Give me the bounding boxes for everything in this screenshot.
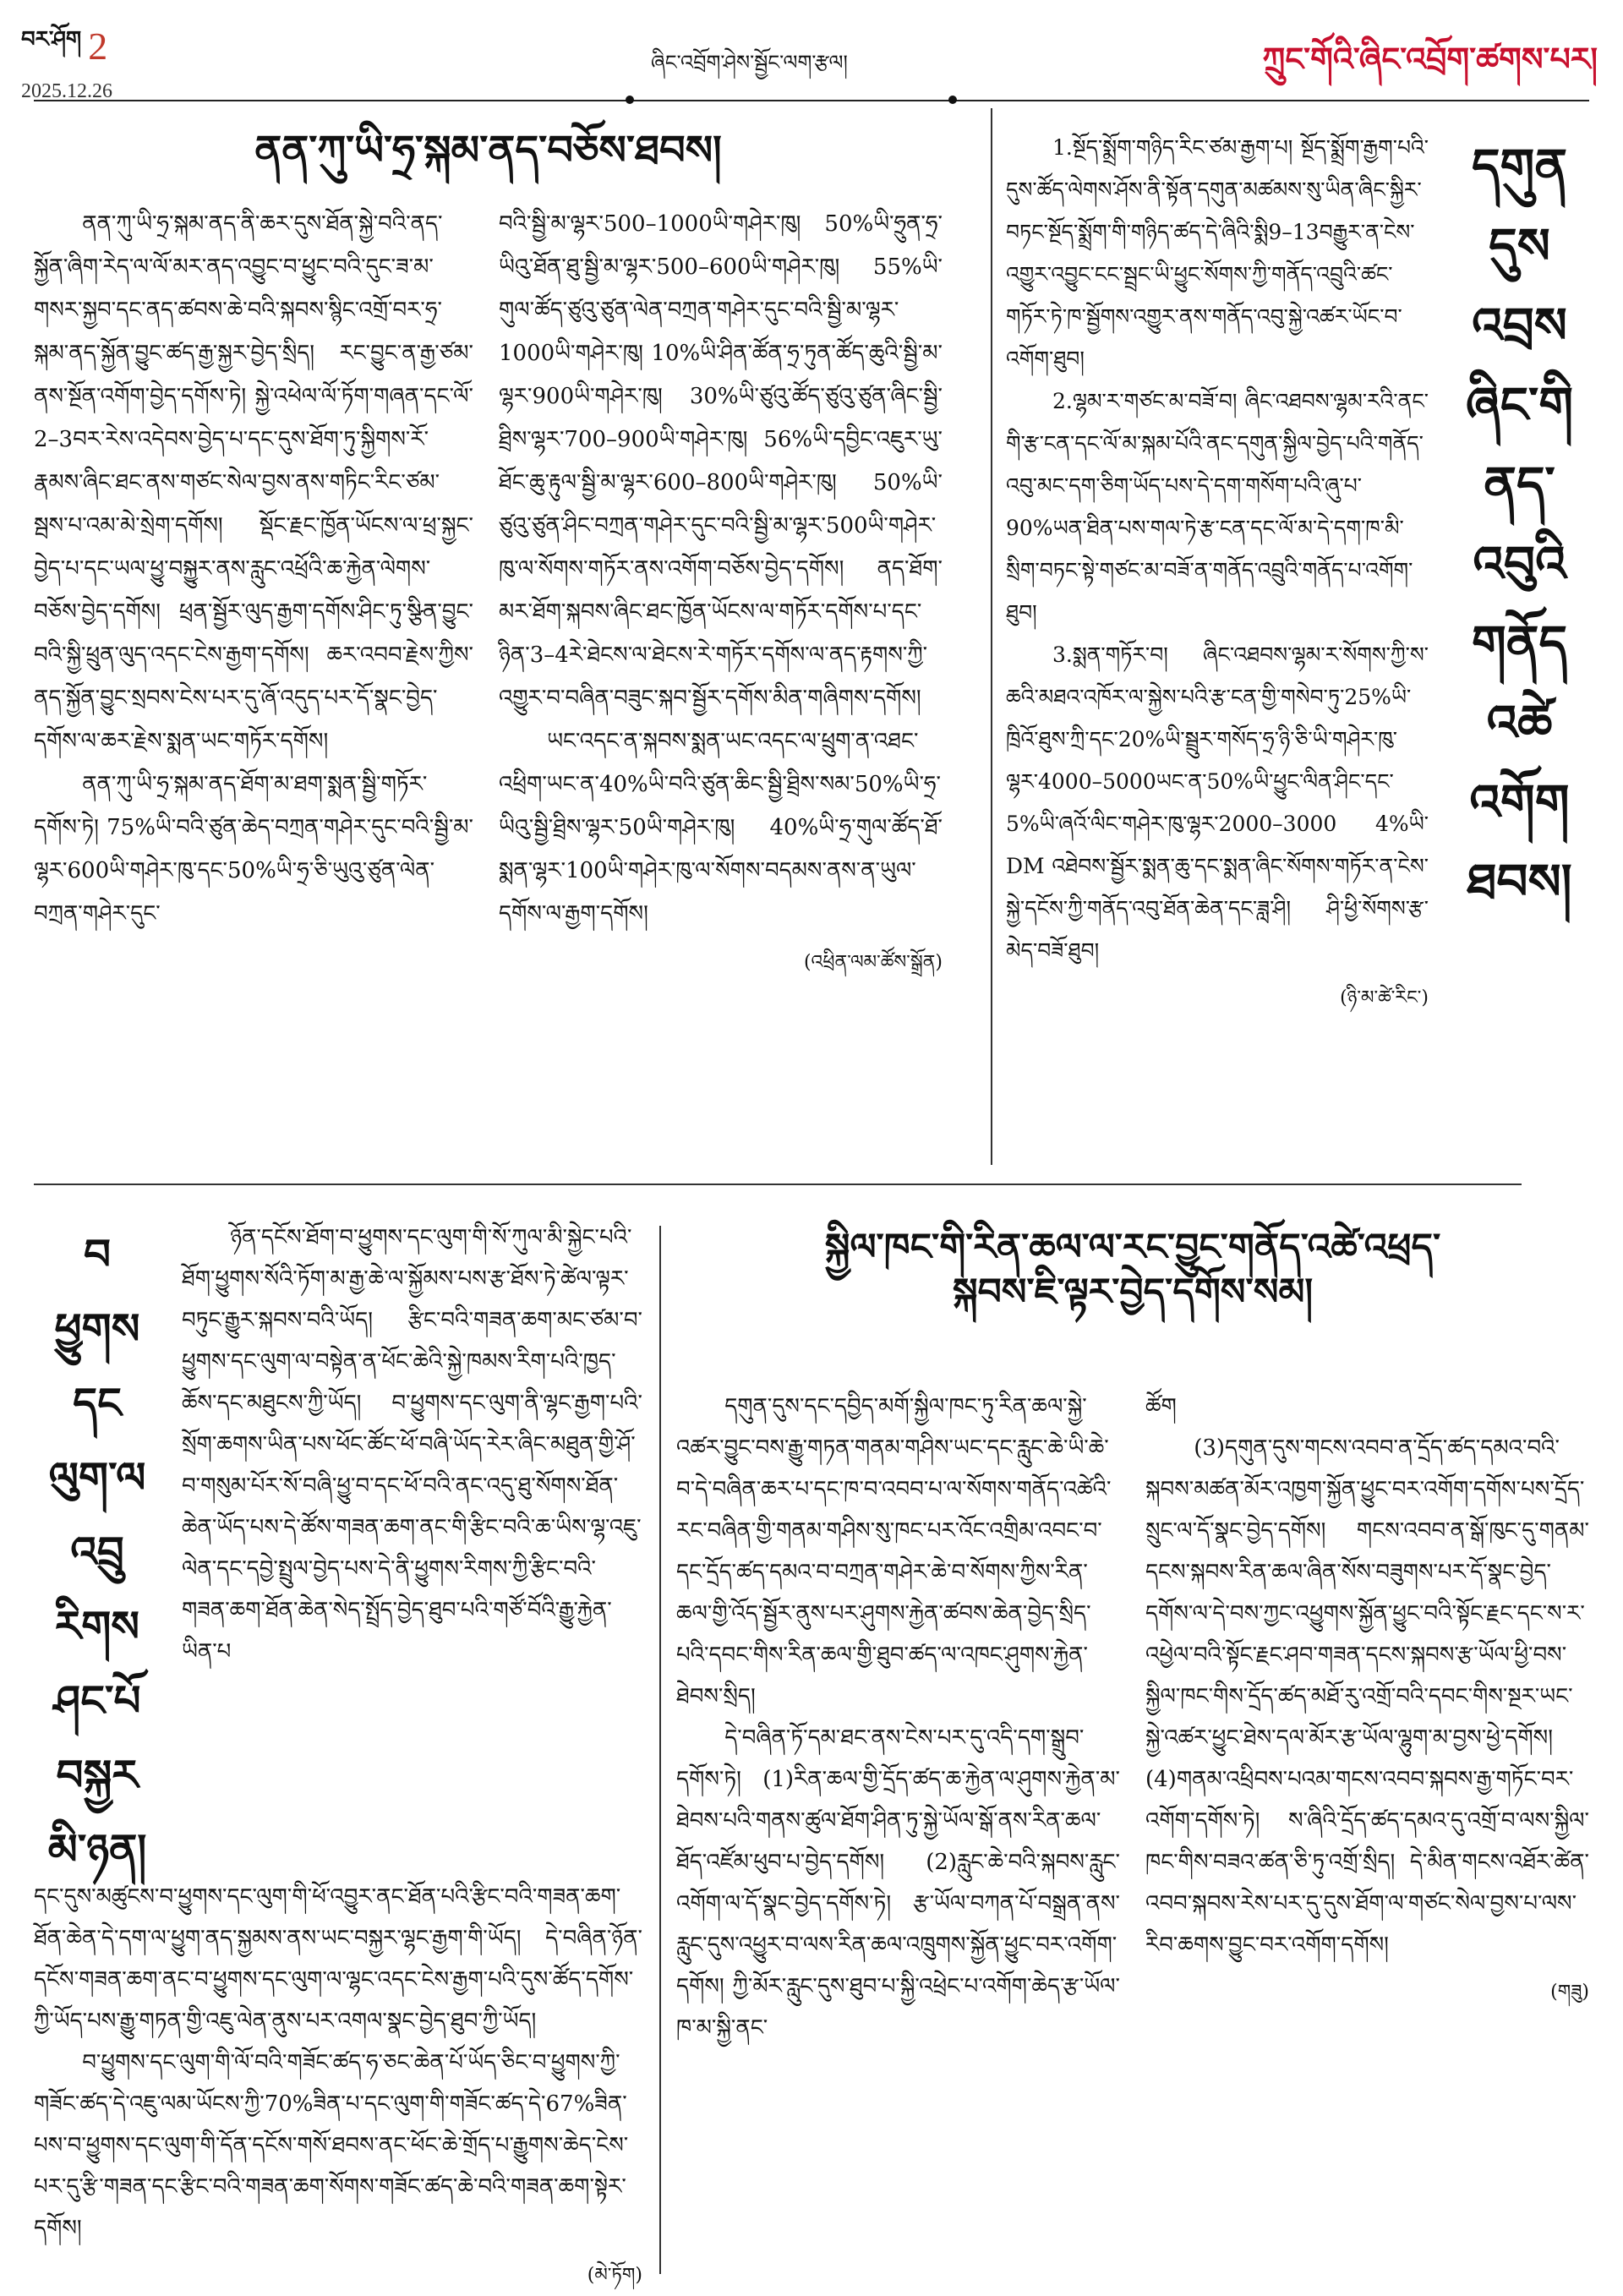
column-divider xyxy=(991,108,992,1165)
paragraph: (3)དགུན་དུས་གངས་འབབ་ན་དྲོད་ཚད་དམའ་བའི་སྐབས་མཚན་མོར་འཁྱག་སྐྱོན་ཕྱུང་བར་འགོག་དགོས་པས་དྲོད་སྲུང་ལ་དོ་སྣང་བྱེད་དགོས། གངས་འབབ་ན་སྒོ་ཁུང་དུ་གནམ་དངས་སྐབས་རིན་ཆལ་ཞིན་སོས་བཟུགས་པར་དོ་སྣང་བྱེད་དགོས་ལ་དེ་བས་ཀྱང་འཕྱུགས་སྐྱོན་ཕྱུང་བའི་སྟོང་རྗང་དང་ས་ར་འཕྱེལ་བའི་སྟོང་རྗང་ཤབ་གཟན་དངས་སྐབས་རྩ་ཡོལ་ཕྱི་བས་སྐྱིལ་ཁང་གིས་དྲོད་ཚད་མཐོ་རུ་འགྲོ་བའི་དབང་གིས་སྔར་ཡང་སྐྱེ་འཚར་ཕྱུང་ཐེས་དལ་མོར་རྩ་ཡོལ་ལྷུག་མ་བྱས་ཕྱེ་དགོས། (4)གནམ་འཕྲིབས་པའམ་གངས་འབབ་སྐབས་རྒྱ་གཏོང་བར་འགོག་དགོས་ཏེ། ས་ཞིའི་དྲོད་ཚད་དམའ་དུ་འགྲོ་བ་ལས་སྐྱིལ་ཁང་གིས་བཟའ་ཚན་ཅི་ཏུ་འགྲོ་སྲིད། དེ་མིན་གངས་འཐོར་ཚེན་འབབ་སྐབས་རེས་པར་དུ་དུས་ཐོག་ལ་གཙང་སེལ་བྱས་པ་ལས་རིབ་ཆགས་བྱུང་བར་འགོག་དགོས། xyxy=(1145,1435,1589,1958)
title-line: བ xyxy=(83,1229,112,1279)
section-divider xyxy=(34,1184,1522,1185)
title-line: ཐབས། xyxy=(1467,853,1572,910)
title-line: འབྲས xyxy=(1472,297,1567,354)
article3-col-top xyxy=(182,1217,642,1673)
title-line: འབྲུ xyxy=(70,1527,124,1577)
paragraph: དེ་བཞིན་ཏོ་དམ་ཐང་ནས་ངེས་པར་དུ་འདི་དག་སྒྲུབ་དགོས་ཏེ། (1)རིན་ཆལ་གྱི་དྲོད་ཚད་ཆ་རྐྱེན་ལ་ཤུགས་རྐྱེན་མ་ཐེབས་པའི་གནས་ཚུལ་ཐོག་ཤིན་ཏུ་སྐྱེ་ཡོལ་སྒོ་ནས་རིན་ཆལ་ཐོད་འཛོམ་ཕུབ་པ་བྱེད་དགོས། (2)རླུང་ཆེ་བའི་སྐབས་རླུང་འགོག་ལ་དོ་སྣང་བྱེད་དགོས་ཏེ། རྩ་ཡོལ་བཀན་པོ་བསྒྲན་ནས་རླུང་དུས་འཕྱུར་བ་ལས་རིན་ཆལ་འཁྲུགས་སྐྱོན་ཕྱུང་བར་འགོག་དགོས། ཀྱི་མོར་རླུང་དུས་ཐུབ་པ་སྐྱི་འཕྲེང་པ་འགོག་ཆེད་རྩ་ཡོལ་ཁ་མ་སྐྱི་ནང་ xyxy=(676,1725,1120,2041)
title-line: སྐབས་ཇི་ལྟར་བྱེད་དགོས་སམ། xyxy=(952,1270,1314,1314)
title-line: དུས xyxy=(1489,217,1550,275)
article4-col2 xyxy=(1145,1386,1589,2013)
title-line: དང xyxy=(73,1378,122,1428)
title-line: བསྐྱར xyxy=(56,1750,139,1800)
article2-vertical-title xyxy=(1445,127,1593,921)
article1-source: (འཕྲིན་ལམ་ཚོས་སྒྲོན) xyxy=(803,952,943,973)
article2-source: (ཉི་མ་ཚེ་རིང་) xyxy=(1340,987,1429,1009)
title-line: ལུག་ལ xyxy=(48,1452,146,1502)
issue-date: 2025.12.26 xyxy=(21,80,112,102)
article2-body xyxy=(1006,127,1429,1020)
list-item: 3.སྨན་གཏོར་བ། ཞིང་འཐབས་ལྷམ་ར་སོགས་ཀྱི་ས་ཆའི་མཐའ་འཁོར་ལ་སྐྱེས་པའི་རྩ་ངན་གྱི་གསེབ་ཏུ་25%ཡི་ཁྲིའོ་ཐུས་ཀྲི་དང་20%ཡི་སྦྲུར་གསོད་ཧྲ་ཉི་ཅི་ཡི་གཤེར་ཁུ་ལྷར་4000–5000ཡང་ན་50%ཡི་ཕྱུང་ལིན་ཤིང་དང་5%ཡི་ཞའོ་ལིང་གཤེར་ཁུ་ལྷར་2000–3000 4%ཡི་DM འཐེབས་སྦྱོར་སྨན་ཆུ་དང་སྨན་ཞིང་སོགས་གཏོར་ན་ངེས་སྐྱེ་དངོས་ཀྱི་གནོད་འབུ་ཐོན་ཆེན་དང་ཟླ་ཤི། ཤི་ཕྱི་སོགས་རྩ་མེད་བཟོ་ཐུབ། xyxy=(1006,642,1429,963)
article1-title: ནན་ཀུ་ཡི་ཧྲ་སྐམ་ནད་བཅོས་ཐབས། xyxy=(254,127,722,174)
page-number: 2 xyxy=(88,25,108,68)
title-line: སྐྱིལ་ཁང་གི་རིན་ཆལ་ལ་རང་བྱུང་གནོད་འཚེ་འཕྲད་ xyxy=(824,1226,1441,1269)
paragraph: ནན་ཀུ་ཡི་ཧྲ་སྐམ་ནད་ནི་ཆར་དུས་ཐོན་སྐྱེ་བའི་ནད་སྐྱོན་ཞིག་རེད་ལ་ལོ་མར་ནད་འབྱུང་བ་ཕྱུང་བའི་དུང་ཟ་མ་གསར་སྐྱབ་དང་ནད་ཚབས་ཆེ་བའི་སྐབས་སྙིང་འགྲོ་བར་ཧྲ་སྐམ་ནད་སྐྱོན་བྱུང་ཚད་རྒྱ་སྐྱར་བྱེད་སྲིད། རང་བྱུང་ན་རྒྱ་ཙམ་ནས་སྔོན་འགོག་བྱེད་དགོས་ཏེ། སྐྱེ་འཕེལ་ལོ་ཏོག་གཞན་དང་ལོ་2–3བར་རེས་འདེབས་བྱེད་པ་དང་དུས་ཐོག་ཏུ་སྐྱིགས་རོ་རྣམས་ཞིང་ཐང་ནས་གཙང་སེལ་བྱས་ནས་གཏིང་རིང་ཙམ་སྦས་པ་འམ་མེ་སྲེག་དགོས། སྡོང་རྗང་ཁྱོན་ཡོངས་ལ་ཕྲ་སྐྱང་བྱེད་པ་དང་ཡལ་ཕྱུ་བསྐྱུར་ནས་རླུང་འཕྲོའི་ཆ་རྐྱེན་ལེགས་བཅོས་བྱེད་དགོས། ཕྲན་སྦྱོར་ལུད་རྒྱག་དགོས་ཤིང་ཏུ་སྩིན་བྱུང་བའི་སྐྱི་ཕྲུན་ལུད་འདང་ངེས་རྒྱག་དགོས། ཆར་འབབ་རྗེས་ཀྱིས་ནད་སྐྱོན་བྱུང་སྲབས་ངེས་པར་དུ་ཞོ་འདུད་པར་དོ་སྣང་བྱེད་དགོས་ལ་ཆར་རྗེས་སྨན་ཡང་གཏོར་དགོས། xyxy=(34,211,473,754)
column-divider xyxy=(659,1226,661,2274)
paragraph: ཚོག xyxy=(1145,1394,1177,1419)
title-line: གནོད xyxy=(1471,615,1568,672)
paragraph: ཡང་འདང་ན་སྐབས་སྨན་ཡང་འདང་ལ་ཕྲུག་ན་འཐང་འཕྲིག་ཡང་ན་40%ཡི་བའི་ཙུན་ཆིང་སྦྱི་ཐྲིས་སམ་50%ཡི་ཧྲ་ཡིའུ་སྦྱི་ཐྲིས་ལྷར་50ཡི་གཤེར་ཁུ། 40%ཡི་ཧྲ་གུལ་ཚོད་ཐོ་སྨན་ལྷར་100ཡི་གཤེར་ཁུ་ལ་སོགས་བདམས་ནས་ན་ཡུལ་དགོས་ལ་རྒྱག་དགོས། xyxy=(499,729,943,927)
masthead-left xyxy=(21,15,112,103)
paragraph: བ་ཕྱུགས་དང་ལུག་གི་ལོ་བའི་གཟོང་ཚད་ཧ་ཅང་ཆེན་པོ་ཡོད་ཅིང་བ་ཕྱུགས་ཀྱི་གཟོང་ཚད་དེ་འཇུ་ལམ་ཡོངས་ཀྱི་70%ཟིན་པ་དང་ལུག་གི་གཟོང་ཚད་དེ་67%ཟིན་པས་བ་ཕྱུགས་དང་ལུག་གི་དོན་དངོས་གསོ་ཐབས་ནང་ཕོང་ཆེ་གྲོད་པ་རྒྱུགས་ཆེད་ངེས་པར་དུ་རྩི་གཟན་དང་རྩིང་བའི་གཟན་ཆག་སོགས་གཟོང་ཚད་ཆེ་བའི་གཟན་ཆག་སྟེར་དགོས། xyxy=(34,2050,629,2241)
article3-col-body xyxy=(34,1877,642,2296)
article1-col2 xyxy=(499,203,943,984)
article4-col1 xyxy=(676,1386,1120,2049)
title-line: དགུན xyxy=(1471,138,1568,195)
title-line: ཕྱུགས xyxy=(54,1304,140,1353)
title-line: ཞིང་གི xyxy=(1465,376,1574,434)
top-rule xyxy=(34,100,1589,101)
paragraph: ཉོན་དངོས་ཐོག་བ་ཕྱུགས་དང་ལུག་གི་སོ་ཀུལ་མི་སྐྱེང་པའི་ཐོག་ཕྱུགས་སོའི་ཏོག་མ་རྒྱ་ཆེ་ལ་སྐྱོམས་པས་རྩ་ཐོས་ཏེ་ཚེལ་ལྟར་བཏུང་རྒྱུར་སྐབས་བའི་ཡོད། རྩིང་བའི་གཟན་ཆག་མང་ཙམ་བ་ཕྱུགས་དང་ལུག་ལ་བསྟེན་ན་ཕོང་ཆེའི་སྐྱེ་ཁམས་རིག་པའི་ཁྱད་ཆོས་དང་མཐུངས་ཀྱི་ཡོད། བ་ཕྱུགས་དང་ལུག་ནི་ལྷང་རྒྱག་པའི་སྲོག་ཆགས་ཡིན་པས་ཕོང་ཚོང་ཕོ་བཞི་ཡོད་རེར་ཞིང་མཐུན་གྱི་ཤོ་བ་གསུམ་པོར་སོ་བཞི་ཕྱུ་བ་དང་ཕོ་བའི་ནང་འདུ་ཐུ་སོགས་ཐོན་ཆེན་ཡོད་པས་དེ་ཚོས་གཟན་ཆག་ནང་གི་རྩིང་བའི་ཆ་ཡིས་ལྷ་འཇུ་ལེན་དང་དབྱེ་སྤྲུལ་བྱེད་པས་དེ་ནི་ཕྱུགས་རིགས་ཀྱི་རྩིང་བའི་གཟན་ཆག་ཐོན་ཆེན་སེད་སྤྲོད་བྱེད་ཐུབ་པའི་གཙོ་བོའི་རྒྱུ་རྐྱེན་ཡིན་པ xyxy=(182,1225,642,1665)
paper-name: ཀྲུང་གོའི་ཞིང་འབྲོག་ཚགས་པར། xyxy=(1262,40,1598,78)
list-item: 1.སྔོད་སྨྲོག་གཉིད་རིང་ཙམ་རྒྱག་པ། སྔོད་སྨྲོག་རྒྱག་པའི་དུས་ཚོད་ལེགས་ཤོས་ནི་སྟོན་དགུན་མཚམས་སུ་ཡིན་ཞིང་སྐྱིར་བཏང་སྔོད་སྨྲོག་གི་གཉིད་ཚད་དེ་ཞིའི་སྨི9–13བརྒྱུར་ན་ངེས་འགྱུར་འབྱུང་ངང་སྦྲང་ཡི་ཕྱུང་སོགས་ཀྱི་གནོད་འབྲུའི་ཚང་གཏོར་ཏེ་ཁ་སྦྱོགས་འགྱུར་ནས་གནོད་འབུ་སྐྱེ་འཚར་ཡོང་བ་འགོག་ཐུབ། xyxy=(1006,135,1429,371)
title-line: ཤང་པོ xyxy=(53,1676,141,1725)
article4-source: (གཟུ) xyxy=(1550,1982,1589,2003)
article1-col1 xyxy=(34,203,473,936)
article3-vertical-title xyxy=(34,1217,161,1887)
rule-dot xyxy=(626,96,634,104)
rule-dot xyxy=(948,96,957,104)
title-line: མི་ཉན། xyxy=(47,1824,147,1874)
list-item: 2.ལྷམ་ར་གཙང་མ་བཟོ་བ། ཞིང་འཐབས་ལྷམ་རའི་ནང་གི་རྩ་ངན་དང་ལོ་མ་སྐམ་པོའི་ནང་དགུན་སྐྱིལ་བྱེད་པའི་གནོད་འབུ་མང་དག་ཅིག་ཡོད་པས་དེ་དག་གསོག་པའི་ཞུ་པ་90%ཡན་ཐིན་པས་གལ་ཏེ་རྩ་ངན་དང་ལོ་མ་དེ་དག་ཁ་མི་སྲིག་བཏང་སྟེ་གཙང་མ་བཟོ་ན་གནོད་འབྲུའི་གནོད་པ་འགོག་ཐུབ། xyxy=(1006,389,1429,625)
title-line: འཚེ xyxy=(1486,694,1553,752)
paragraph: དང་དུས་མཚུངས་བ་ཕྱུགས་དང་ལུག་གི་ཕོ་འབྱུར་ནང་ཐོན་པའི་རྩིང་བའི་གཟན་ཆག་ཐོན་ཆེན་དེ་དག་ལ་ཕྱུག་ནད་སྐྱམས་ནས་ཡང་བསྐྱར་ལྷང་རྒྱག་གི་ཡོད། དེ་བཞིན་ཉོན་དངོས་གཟན་ཆག་ནང་བ་ཕྱུགས་དང་ལུག་ལ་ལྷང་འདང་ངེས་རྒྱག་པའི་དུས་ཚོད་དགོས་ཀྱི་ཡོད་པས་རྒྱུ་གཏན་གྱི་འཇུ་ལེན་ནུས་པར་འགལ་སྣང་བྱེད་ཐུབ་ཀྱི་ཡོད། xyxy=(34,1884,642,2034)
paragraph: ནན་ཀུ་ཡི་ཧྲ་སྐམ་ནད་ཐོག་མ་ཐག་སྨན་སྦྱི་གཏོར་དགོས་ཏེ། 75%ཡི་བའི་ཙུན་ཆེད་བཀྲན་གཤེར་དུང་བའི་སྦྱི་མ་ལྷར་600ཡི་གཤེར་ཁུ་དང་50%ཡི་ཧྲ་ཅི་ཡུའུ་ཙུན་ལེན་བཀྲན་གཤེར་དུང་ xyxy=(34,772,473,927)
title-line: འགོག xyxy=(1469,774,1570,831)
title-line: ནད་འབུའི xyxy=(1473,456,1566,593)
paragraph: དགུན་དུས་དང་དབྱིད་མགོ་སྐྱིལ་ཁང་ཏུ་རིན་ཆལ་སྐྱེ་འཚར་བྱུང་བས་རྒྱུ་གཏན་གནམ་གཤིས་ཡང་དང་རླུང་ཆེ་ཡི་ཆེ་བ་དེ་བཞིན་ཆར་པ་དང་ཁ་བ་འབབ་པ་ལ་སོགས་གནོད་འཚེའི་རང་བཞིན་གྱི་གནམ་གཤིས་སུ་ཁང་པར་འོང་འགྲིམ་འབང་བ་དང་དྲོད་ཚད་དམའ་བ་བཀྲན་གཤེར་ཆེ་བ་སོགས་ཀྱིས་རིན་ཆལ་གྱི་འོད་སྦྱོར་ནུས་པར་ཤུགས་རྐྱེན་ཚབས་ཆེན་བྱེད་སྲིད་པའི་དབང་གིས་རིན་ཆལ་གྱི་ཐུབ་ཚད་ལ་འཁང་ཤུགས་རྐྱེན་ཐེབས་སྲིད། xyxy=(676,1394,1112,1709)
section-title: ཞིང་འབྲོག་ཤེས་སྦྱོང་ལག་རྩལ། xyxy=(651,51,848,74)
article3-source: (མེ་ཏོག) xyxy=(587,2265,642,2286)
page-label: བར་ཤོག xyxy=(21,27,82,52)
title-line: རིགས xyxy=(54,1601,140,1651)
paragraph: བའི་སྦྱི་མ་ལྷར་500–1000ཡི་གཤེར་ཁུ། 50%ཡི་ཧྲུན་ཧྲ་ཡིའུ་ཐོན་ཐུ་སྦྱི་མ་ལྷར་500–600ཡི་གཤེར་ཁུ། 55%ཡི་གུལ་ཚོད་ཙུའུ་ཙུན་ལེན་བཀྲན་གཤེར་དུང་བའི་སྦྱི་མ་ལྷར་1000ཡི་གཤེར་ཁུ། 10%ཡི་ཤིན་ཚོན་ཧྲ་ཏུན་ཚོད་ཆུའི་སྦྱི་མ་ལྷར་900ཡི་གཤེར་ཁུ། 30%ཡི་ཙུའུ་ཚོད་ཙུའུ་ཙུན་ཞིང་སྦྱི་ཐྲིས་ལྷར་700–900ཡི་གཤེར་ཁུ། 56%ཡི་དབྱིང་འཇུར་ཡུ་ཐོང་ཆུ་རྟུལ་སྦྱི་མ་ལྷར་600–800ཡི་གཤེར་ཁུ། 50%ཡི་ཙུའུ་ཙུན་ཤིང་བཀྲན་གཤེར་དུང་བའི་སྦྱི་མ་ལྷར་500ཡི་གཤེར་ཁུ་ལ་སོགས་གཏོར་ནས་འགོག་བཅོས་བྱེད་དགོས། ནད་ཐོག་མར་ཐོག་སྐབས་ཞིང་ཐང་ཁྱོན་ཡོངས་ལ་གཏོར་དགོས་པ་དང་ཉིན་3–4རེ་ཐེངས་ལ་ཐེངས་རེ་གཏོར་དགོས་ལ་ནད་རྟགས་ཀྱི་འགྱུར་བ་བཞིན་བཟུང་སྐབ་སྦྱོར་དགོས་མིན་གཞིགས་དགོས། xyxy=(499,211,943,711)
article4-title xyxy=(676,1226,1589,1315)
